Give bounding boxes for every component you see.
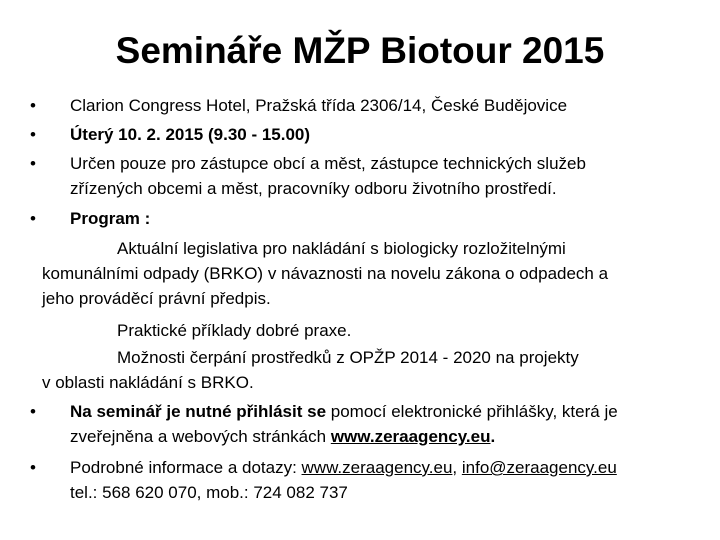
info-text: Podrobné informace a dotazy: <box>70 458 302 477</box>
program-item-1-line-1: Aktuální legislativa pro nakládání s biologicky rozložitelnými <box>117 239 566 258</box>
program-item-3-line-2: v oblasti nakládání s BRKO. <box>42 373 254 392</box>
registration-link[interactable]: www.zeraagency.eu <box>330 427 491 446</box>
slide-title: Semináře MŽP Biotour 2015 <box>115 30 605 71</box>
bullet-date: • <box>30 125 36 144</box>
bullet-audience: • <box>30 154 36 173</box>
registration-required-text: Na seminář je nutné přihlásit se <box>70 402 327 421</box>
bullet-venue: • <box>30 96 36 115</box>
audience-line-1: Určen pouze pro zástupce obcí a měst, zástupce technických služeb <box>70 154 586 173</box>
bullet-registration: • <box>30 402 36 421</box>
program-item-1-line-3: jeho prováděcí právní předpis. <box>42 289 271 308</box>
program-item-3-line-1: Možnosti čerpání prostředků z OPŽP 2014 - 2020 na projekty <box>117 348 579 367</box>
info-web-link[interactable]: www.zeraagency.eu <box>301 458 453 477</box>
registration-line-1 <box>70 400 618 424</box>
audience-line-2: zřízených obcemi a měst, pracovníky odboru životního prostředí. <box>70 179 557 198</box>
info-separator: , <box>452 458 462 477</box>
info-line <box>70 456 617 480</box>
program-item-1-line-2: komunálními odpady (BRKO) v návaznosti na novelu zákona o odpadech a <box>42 264 609 283</box>
registration-line-2-text: zveřejněna a webových stránkách <box>70 427 331 446</box>
bullet-program: • <box>30 209 36 228</box>
registration-period: . <box>490 427 496 446</box>
program-label: Program : <box>70 209 151 228</box>
bullet-info: • <box>30 458 36 477</box>
registration-text: pomocí elektronické přihlášky, která je <box>326 402 618 421</box>
date-text: Úterý 10. 2. 2015 (9.30 - 15.00) <box>70 125 311 144</box>
venue-text: Clarion Congress Hotel, Pražská třída 2306/14, České Budějovice <box>70 96 568 115</box>
program-item-2: Praktické příklady dobré praxe. <box>117 321 352 340</box>
info-email-link[interactable]: info@zeraagency.eu <box>461 458 617 477</box>
registration-line-2 <box>70 425 495 449</box>
contact-line: tel.: 568 620 070, mob.: 724 082 737 <box>70 483 348 502</box>
